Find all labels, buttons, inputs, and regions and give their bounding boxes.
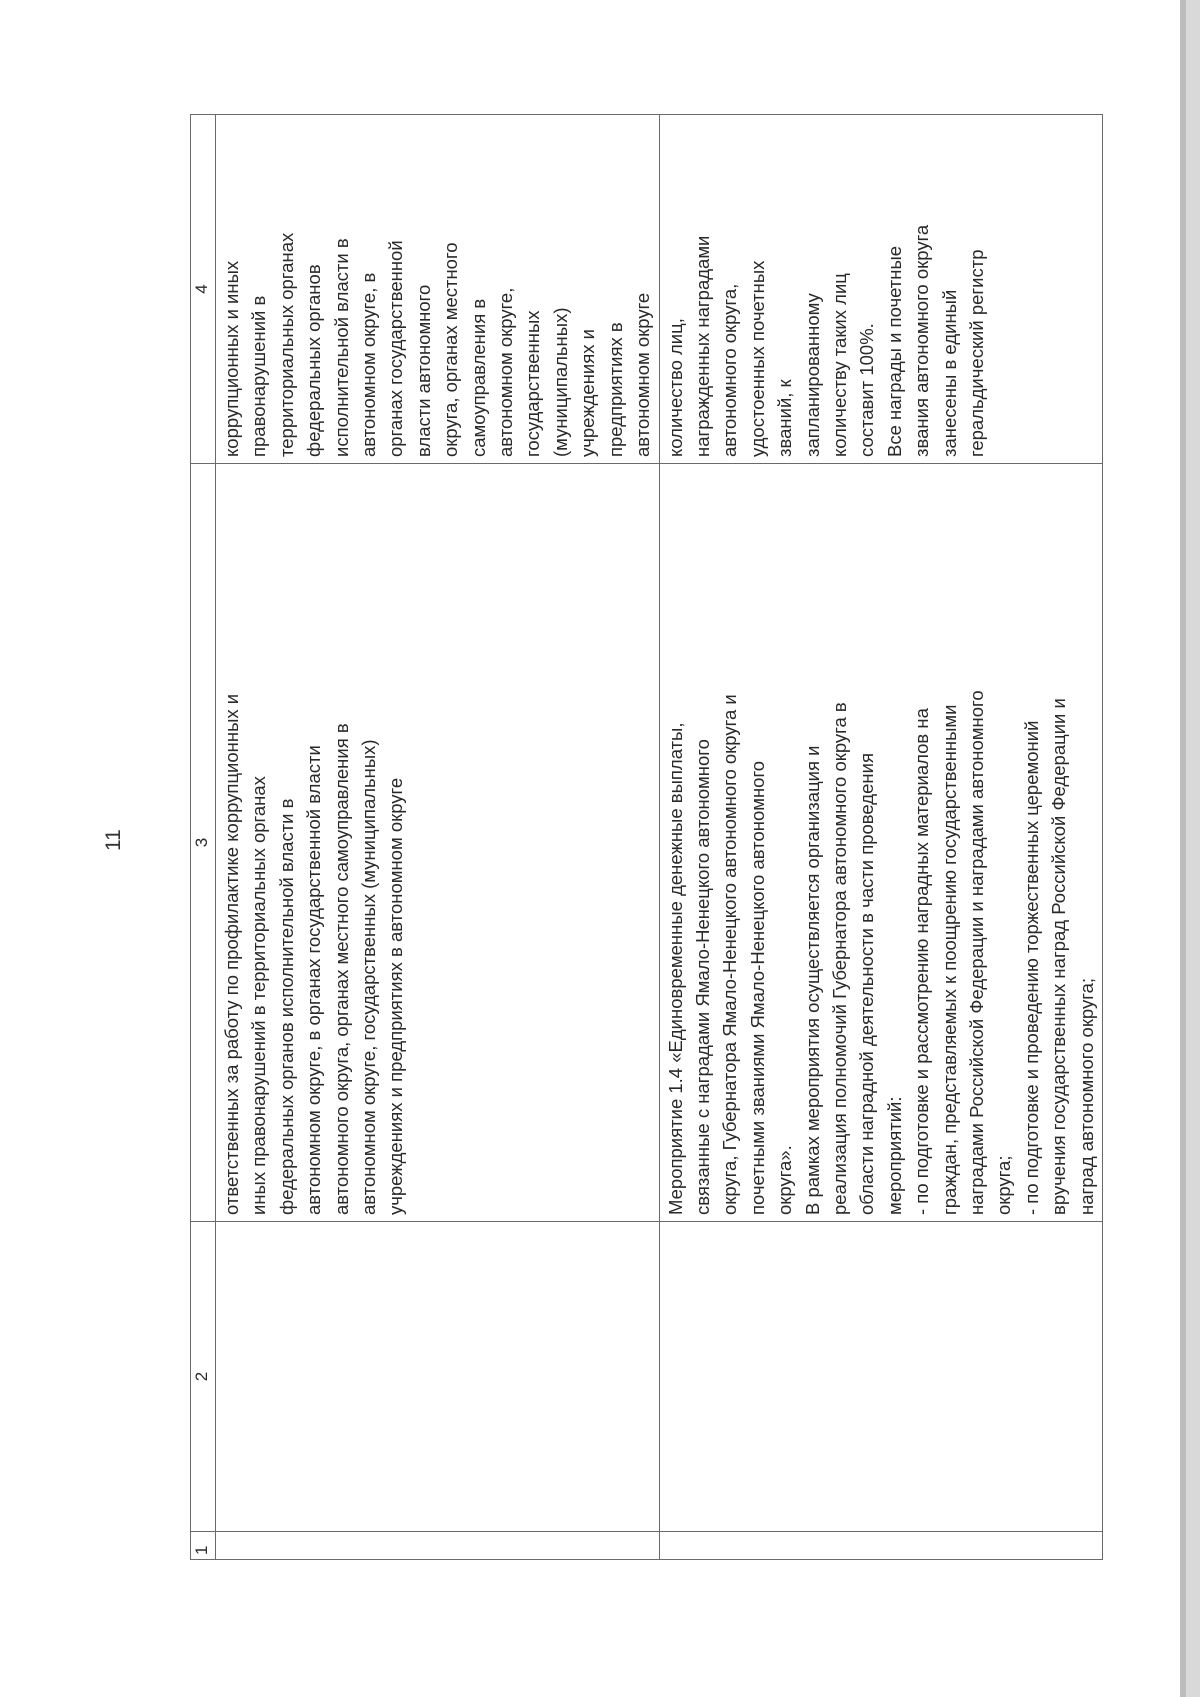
measures-table: [190, 114, 1103, 1560]
header-col-3: 3: [191, 464, 216, 1222]
rotated-table-container: [190, 115, 1098, 1560]
header-row: [191, 115, 216, 1560]
header-col-4: 4: [191, 115, 216, 464]
table-row: [659, 115, 1103, 1560]
page-number: 11: [102, 829, 125, 851]
cell-col-3: Мероприятие 1.4 «Единовременные денежные выплаты, связанные с наградами Ямало-Ненецкого автономного округа, Губернатора Ямало-Ненецкого автономного округа и почетными званиями Ямало-Ненецкого автономного округа». В рамках мероприятия осуществляется организация и реализация полномочий Губернатора автономного округа в области наградной деятельности в части проведения мероприятий: - по подготовке и рассмотрению наградных материалов на граждан, представляемых к поощрению государственными наградами Российской Федерации и наградами автономного округа; - по подготовке и проведению торжественных церемоний вручения государственных наград Российской Федерации и наград автономного округа;: [659, 464, 1103, 1222]
cell-col-2: [659, 1222, 1103, 1532]
header-col-2: 2: [191, 1222, 216, 1532]
cell-col-4: количество лиц, награжденных наградами автономного округа, удостоенных почетных званий, к запланированному количеству таких лиц составит 100%. Все награды и почетные звания автономного округа занесены в единый геральдический регистр: [659, 115, 1103, 464]
cell-col-3: ответственных за работу по профилактике коррупционных и иных правонарушений в территориальных органах федеральных органов исполнительной власти в автономном округе, в органах государственной власти автономного округа, органах местного самоуправления в автономном округе, государственных (муниципальных) учреждениях и предприятиях в автономном округе: [216, 464, 660, 1222]
table-row: [216, 115, 660, 1560]
header-col-1: 1: [191, 1532, 216, 1560]
cell-col-4: коррупционных и иных правонарушений в территориальных органах федеральных органов исполнительной власти в автономном округе, в органах государственной власти автономного округа, органах местного самоуправления в автономном округе, государственных (муниципальных) учреждениях и предприятиях в автономном округе: [216, 115, 660, 464]
cell-col-2: [216, 1222, 660, 1532]
cell-col-1: [659, 1532, 1103, 1560]
cell-col-1: [216, 1532, 660, 1560]
